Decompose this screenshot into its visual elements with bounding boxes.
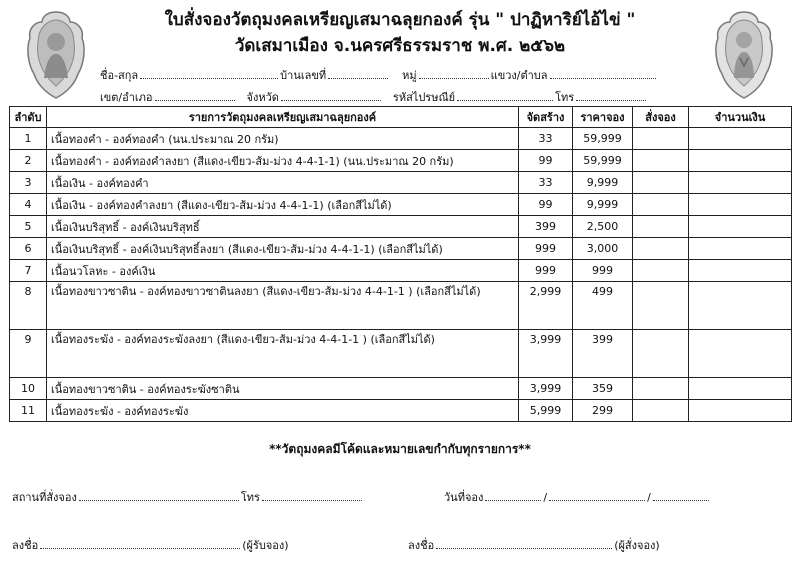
receiver-role-label: (ผู้รับจอง) bbox=[242, 539, 289, 552]
order-place-row bbox=[12, 488, 364, 506]
row-qty: 99 bbox=[519, 150, 573, 172]
subdistrict-field[interactable] bbox=[550, 68, 656, 79]
row-qty: 99 bbox=[519, 194, 573, 216]
row-price: 3,000 bbox=[573, 238, 633, 260]
row-price: 499 bbox=[573, 282, 633, 330]
row-price: 999 bbox=[573, 260, 633, 282]
row-amount-cell[interactable] bbox=[689, 378, 792, 400]
col-header-amount: จำนวนเงิน bbox=[689, 107, 792, 128]
row-price: 9,999 bbox=[573, 172, 633, 194]
row-amount-cell[interactable] bbox=[689, 260, 792, 282]
row-qty: 5,999 bbox=[519, 400, 573, 422]
orderer-sign-row bbox=[408, 536, 660, 554]
medal-monk-image bbox=[24, 8, 88, 100]
table-row bbox=[10, 194, 792, 216]
province-label: จังหวัด bbox=[246, 91, 279, 104]
order-place-field[interactable] bbox=[79, 490, 239, 501]
phone-field[interactable] bbox=[576, 90, 646, 101]
form-row-2 bbox=[100, 88, 648, 106]
order-date-year-field[interactable] bbox=[653, 490, 709, 501]
receiver-signature-field[interactable] bbox=[40, 538, 240, 549]
row-no: 6 bbox=[10, 238, 47, 260]
receiver-sign-row bbox=[12, 536, 289, 554]
form-title: ใบสั่งจองวัตถุมงคลเหรียญเสมาฉลุยกองค์ รุ่น " ปาฏิหาริย์ไอ้ไข่ " bbox=[164, 10, 636, 30]
place-phone-field[interactable] bbox=[262, 490, 362, 501]
row-amount-cell[interactable] bbox=[689, 330, 792, 378]
row-amount-cell[interactable] bbox=[689, 172, 792, 194]
table-row bbox=[10, 400, 792, 422]
row-amount-cell[interactable] bbox=[689, 216, 792, 238]
row-item: เนื้อทองขาวซาติน - องค์ทองระฆังซาติน bbox=[47, 378, 519, 400]
house-no-label: บ้านเลขที่ bbox=[280, 69, 327, 82]
row-price: 359 bbox=[573, 378, 633, 400]
table-header-row bbox=[10, 107, 792, 128]
order-date-month-field[interactable] bbox=[549, 490, 645, 501]
row-item: เนื้อนวโลหะ - องค์เงิน bbox=[47, 260, 519, 282]
row-no: 1 bbox=[10, 128, 47, 150]
table-row bbox=[10, 172, 792, 194]
serial-number-note: **วัตถุมงคลมีโค้ดและหมายเลขกำกับทุกรายการ** bbox=[269, 442, 531, 456]
row-price: 399 bbox=[573, 330, 633, 378]
order-table bbox=[9, 106, 792, 422]
row-price: 59,999 bbox=[573, 128, 633, 150]
row-amount-cell[interactable] bbox=[689, 128, 792, 150]
row-no: 10 bbox=[10, 378, 47, 400]
place-phone-label: โทร bbox=[240, 491, 260, 504]
row-order-cell[interactable] bbox=[633, 150, 689, 172]
medal-boy-image bbox=[712, 8, 776, 100]
row-qty: 999 bbox=[519, 260, 573, 282]
order-date-row: วันที่จอง / / bbox=[444, 488, 711, 506]
table-row bbox=[10, 238, 792, 260]
order-date-label: วันที่จอง bbox=[444, 491, 484, 504]
row-order-cell[interactable] bbox=[633, 238, 689, 260]
col-header-price: ราคาจอง bbox=[573, 107, 633, 128]
col-header-order: สั่งจอง bbox=[633, 107, 689, 128]
row-no: 11 bbox=[10, 400, 47, 422]
row-order-cell[interactable] bbox=[633, 128, 689, 150]
row-order-cell[interactable] bbox=[633, 378, 689, 400]
postcode-label: รหัสไปรษณีย์ bbox=[392, 91, 456, 104]
orderer-sign-label: ลงชื่อ bbox=[408, 539, 435, 552]
row-item: เนื้อทองคำ - องค์ทองคำ (นน.ประมาณ 20 กรัม) bbox=[47, 128, 519, 150]
row-order-cell[interactable] bbox=[633, 194, 689, 216]
province-field[interactable] bbox=[281, 90, 381, 101]
name-field[interactable] bbox=[140, 68, 278, 79]
table-row bbox=[10, 128, 792, 150]
row-qty: 2,999 bbox=[519, 282, 573, 330]
row-qty: 3,999 bbox=[519, 330, 573, 378]
row-amount-cell[interactable] bbox=[689, 400, 792, 422]
row-qty: 999 bbox=[519, 238, 573, 260]
row-price: 9,999 bbox=[573, 194, 633, 216]
row-item: เนื้อเงิน - องค์ทองคำลงยา (สีแดง-เขียว-ส้ม-ม่วง 4-4-1-1) (เลือกสีไม่ได้) bbox=[47, 194, 519, 216]
row-no: 9 bbox=[10, 330, 47, 378]
receiver-sign-label: ลงชื่อ bbox=[12, 539, 39, 552]
table-row bbox=[10, 282, 792, 330]
row-no: 7 bbox=[10, 260, 47, 282]
orderer-role-label: (ผู้สั่งจอง) bbox=[614, 539, 660, 552]
table-row bbox=[10, 150, 792, 172]
row-item: เนื้อทองคำ - องค์ทองคำลงยา (สีแดง-เขียว-ส้ม-ม่วง 4-4-1-1) (นน.ประมาณ 20 กรัม) bbox=[47, 150, 519, 172]
name-label: ชื่อ-สกุล bbox=[100, 69, 139, 82]
col-header-no: ลำดับ bbox=[10, 107, 47, 128]
row-order-cell[interactable] bbox=[633, 216, 689, 238]
row-price: 2,500 bbox=[573, 216, 633, 238]
temple-subtitle: วัดเสมาเมือง จ.นครศรีธรรมราช พ.ศ. ๒๕๖๒ bbox=[234, 36, 566, 56]
row-order-cell[interactable] bbox=[633, 400, 689, 422]
col-header-item: รายการวัตถุมงคลเหรียญเสมาฉลุยกองค์ bbox=[47, 107, 519, 128]
row-no: 2 bbox=[10, 150, 47, 172]
row-amount-cell[interactable] bbox=[689, 194, 792, 216]
postcode-field[interactable] bbox=[457, 90, 553, 101]
row-amount-cell[interactable] bbox=[689, 238, 792, 260]
district-label: เขต/อำเภอ bbox=[100, 91, 153, 104]
district-field[interactable] bbox=[155, 90, 235, 101]
phone-label: โทร bbox=[555, 91, 575, 104]
row-no: 4 bbox=[10, 194, 47, 216]
row-no: 8 bbox=[10, 282, 47, 330]
row-qty: 3,999 bbox=[519, 378, 573, 400]
row-order-cell[interactable] bbox=[633, 282, 689, 330]
row-amount-cell[interactable] bbox=[689, 150, 792, 172]
col-header-qty: จัดสร้าง bbox=[519, 107, 573, 128]
row-item: เนื้อทองระฆัง - องค์ทองระฆังลงยา (สีแดง-เขียว-ส้ม-ม่วง 4-4-1-1 ) (เลือกสีไม่ได้) bbox=[47, 330, 519, 378]
row-order-cell[interactable] bbox=[633, 172, 689, 194]
row-qty: 399 bbox=[519, 216, 573, 238]
row-amount-cell[interactable] bbox=[689, 282, 792, 330]
subdistrict-label: แขวง/ตำบล bbox=[490, 69, 548, 82]
row-price: 59,999 bbox=[573, 150, 633, 172]
table-row bbox=[10, 330, 792, 378]
row-order-cell[interactable] bbox=[633, 260, 689, 282]
row-item: เนื้อเงิน - องค์ทองคำ bbox=[47, 172, 519, 194]
order-place-label: สถานที่สั่งจอง bbox=[12, 491, 77, 504]
row-no: 3 bbox=[10, 172, 47, 194]
table-row bbox=[10, 260, 792, 282]
row-qty: 33 bbox=[519, 172, 573, 194]
form-row-1 bbox=[100, 66, 658, 84]
orderer-signature-field[interactable] bbox=[436, 538, 612, 549]
row-price: 299 bbox=[573, 400, 633, 422]
row-qty: 33 bbox=[519, 128, 573, 150]
house-no-field[interactable] bbox=[328, 68, 388, 79]
moo-field[interactable] bbox=[419, 68, 489, 79]
order-date-day-field[interactable] bbox=[485, 490, 541, 501]
row-item: เนื้อทองขาวซาติน - องค์ทองขาวซาตินลงยา (สีแดง-เขียว-ส้ม-ม่วง 4-4-1-1 ) (เลือกสีไม่ได้) bbox=[47, 282, 519, 330]
table-row bbox=[10, 378, 792, 400]
row-no: 5 bbox=[10, 216, 47, 238]
moo-label: หมู่ bbox=[402, 69, 417, 82]
table-row bbox=[10, 216, 792, 238]
row-item: เนื้อเงินบริสุทธิ์ - องค์เงินบริสุทธิ์ลงยา (สีแดง-เขียว-ส้ม-ม่วง 4-4-1-1) (เลือกสีไม่ได้) bbox=[47, 238, 519, 260]
row-order-cell[interactable] bbox=[633, 330, 689, 378]
row-item: เนื้อเงินบริสุทธิ์ - องค์เงินบริสุทธิ์ bbox=[47, 216, 519, 238]
row-item: เนื้อทองระฆัง - องค์ทองระฆัง bbox=[47, 400, 519, 422]
